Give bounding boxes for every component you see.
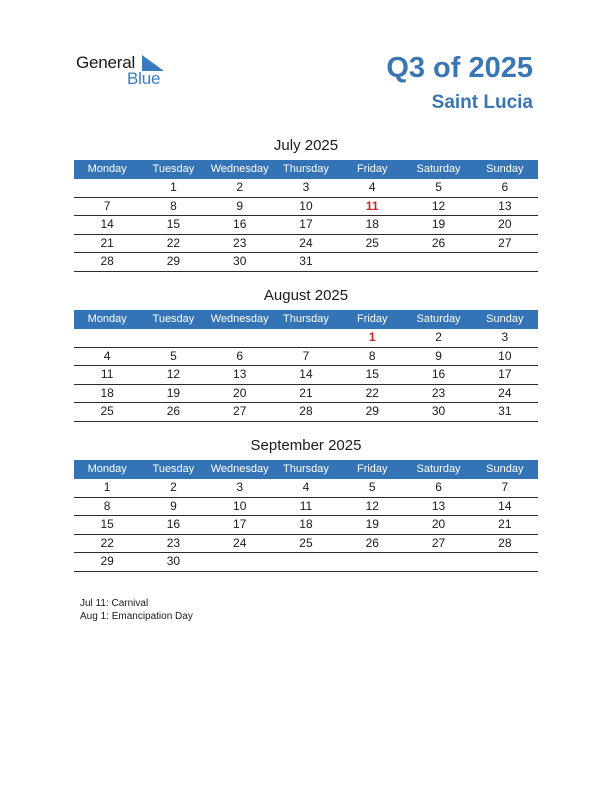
day-cell: 8 bbox=[103, 498, 111, 513]
holiday-notes bbox=[80, 597, 193, 623]
day-cell bbox=[273, 329, 339, 347]
day-cell: 30 bbox=[166, 554, 181, 568]
day-cell: 24 bbox=[233, 535, 247, 550]
day-cell: 17 bbox=[233, 517, 247, 531]
logo-word-general: General bbox=[76, 53, 136, 72]
holiday-note: Aug 1: Emancipation Day bbox=[80, 611, 193, 622]
day-cell: 11 bbox=[299, 498, 313, 513]
day-cell: 29 bbox=[166, 254, 181, 268]
weekday-header-cell: Sunday bbox=[486, 313, 524, 325]
day-cell: 6 bbox=[501, 180, 509, 194]
day-cell: 18 bbox=[365, 217, 379, 231]
generalblue-logo bbox=[76, 52, 176, 88]
day-cell bbox=[472, 253, 538, 271]
weekday-header-row bbox=[74, 160, 538, 179]
day-cell: 15 bbox=[166, 217, 181, 231]
weekday-header-row bbox=[74, 460, 538, 479]
day-cell: 27 bbox=[233, 404, 247, 418]
weekday-header-cell: Friday bbox=[356, 463, 388, 475]
day-cell: 13 bbox=[431, 498, 446, 513]
logo-word-blue: Blue bbox=[127, 69, 161, 88]
day-cell: 9 bbox=[435, 348, 442, 363]
day-cell: 23 bbox=[233, 235, 247, 250]
day-cell: 12 bbox=[166, 367, 181, 381]
day-cell: 7 bbox=[302, 348, 310, 363]
day-cell: 11 bbox=[365, 198, 379, 213]
weekday-header-cell: Friday bbox=[356, 313, 388, 325]
day-cell: 10 bbox=[498, 348, 512, 363]
day-cell: 5 bbox=[368, 480, 376, 494]
day-cell: 14 bbox=[100, 217, 114, 231]
day-cell: 24 bbox=[498, 385, 512, 400]
day-cell: 25 bbox=[100, 404, 114, 418]
day-cell: 28 bbox=[498, 535, 512, 550]
month-title: July 2025 bbox=[273, 137, 339, 154]
day-cell: 19 bbox=[431, 217, 446, 231]
day-cell: 25 bbox=[365, 235, 379, 250]
month-title: September 2025 bbox=[250, 437, 362, 454]
day-cell: 31 bbox=[498, 404, 512, 418]
weekday-header-cell: Sunday bbox=[486, 463, 524, 475]
weekday-header-cell: Thursday bbox=[283, 313, 329, 325]
month-calendar-september bbox=[74, 436, 538, 572]
day-cell: 2 bbox=[170, 480, 177, 494]
day-cell: 26 bbox=[365, 535, 379, 550]
weekday-header-cell: Tuesday bbox=[152, 313, 195, 325]
weekday-header-cell: Monday bbox=[87, 463, 127, 475]
holiday-note: Jul 11: Carnival bbox=[80, 598, 149, 609]
day-cell: 22 bbox=[365, 385, 379, 400]
day-cell: 21 bbox=[498, 517, 512, 531]
day-cell: 22 bbox=[166, 235, 181, 250]
day-cell: 29 bbox=[100, 554, 114, 568]
weekday-header-cell: Friday bbox=[356, 163, 388, 175]
day-cell: 10 bbox=[233, 498, 247, 513]
week-row bbox=[74, 403, 538, 422]
day-cell: 12 bbox=[365, 498, 379, 513]
day-cell bbox=[74, 329, 140, 347]
week-row bbox=[74, 535, 538, 554]
day-cell: 30 bbox=[431, 404, 446, 418]
day-cell: 21 bbox=[299, 385, 313, 400]
day-cell bbox=[140, 329, 206, 347]
weekday-header-cell: Sunday bbox=[486, 163, 524, 175]
day-cell: 1 bbox=[103, 480, 111, 494]
day-cell: 20 bbox=[431, 517, 446, 531]
day-cell: 4 bbox=[302, 480, 310, 494]
month-title: August 2025 bbox=[263, 287, 349, 304]
day-cell bbox=[405, 253, 471, 271]
day-cell: 20 bbox=[498, 217, 512, 231]
week-row bbox=[74, 553, 538, 572]
day-cell bbox=[339, 253, 405, 271]
day-cell: 18 bbox=[100, 385, 114, 400]
day-cell: 7 bbox=[103, 198, 111, 213]
day-cell: 16 bbox=[166, 517, 181, 531]
day-cell bbox=[273, 553, 339, 571]
day-cell: 22 bbox=[100, 535, 114, 550]
day-cell: 12 bbox=[431, 198, 446, 213]
day-cell: 7 bbox=[501, 480, 509, 494]
day-cell: 26 bbox=[431, 235, 446, 250]
day-cell: 28 bbox=[100, 254, 114, 268]
weekday-header-cell: Thursday bbox=[283, 163, 329, 175]
day-cell: 6 bbox=[435, 480, 442, 494]
weekday-header-cell: Monday bbox=[87, 313, 127, 325]
day-cell: 4 bbox=[103, 348, 111, 363]
week-row bbox=[74, 385, 538, 404]
day-cell: 13 bbox=[233, 367, 247, 381]
weekday-header-cell: Tuesday bbox=[152, 463, 195, 475]
day-cell: 19 bbox=[365, 517, 379, 531]
day-cell: 5 bbox=[170, 348, 177, 363]
day-cell: 13 bbox=[498, 198, 512, 213]
day-cell: 15 bbox=[365, 367, 379, 381]
week-row bbox=[74, 235, 538, 254]
weekday-header-cell: Wednesday bbox=[210, 463, 269, 475]
day-cell: 8 bbox=[170, 198, 177, 213]
weekday-header-cell: Saturday bbox=[416, 163, 461, 175]
month-calendar-july bbox=[74, 136, 538, 272]
week-row bbox=[74, 348, 538, 367]
day-cell: 14 bbox=[498, 498, 512, 513]
day-cell bbox=[405, 553, 471, 571]
weekday-header-cell: Wednesday bbox=[210, 313, 269, 325]
weekday-header-cell: Wednesday bbox=[210, 163, 269, 175]
week-row bbox=[74, 216, 538, 235]
day-cell: 11 bbox=[100, 367, 114, 381]
week-row bbox=[74, 253, 538, 272]
day-cell: 9 bbox=[236, 198, 244, 213]
day-cell: 19 bbox=[166, 385, 181, 400]
weekday-header-cell: Saturday bbox=[416, 313, 461, 325]
day-cell: 2 bbox=[435, 330, 442, 344]
day-cell: 16 bbox=[233, 217, 247, 231]
day-cell: 31 bbox=[299, 254, 313, 268]
day-cell: 8 bbox=[368, 348, 376, 363]
day-cell: 10 bbox=[299, 198, 313, 213]
day-cell bbox=[207, 329, 273, 347]
day-cell: 20 bbox=[233, 385, 247, 400]
day-cell bbox=[339, 553, 405, 571]
weekday-header-cell: Thursday bbox=[283, 463, 329, 475]
week-row bbox=[74, 498, 538, 517]
day-cell: 26 bbox=[166, 404, 181, 418]
day-cell: 17 bbox=[299, 217, 313, 231]
week-row bbox=[74, 198, 538, 217]
day-cell: 14 bbox=[299, 367, 313, 381]
day-cell: 23 bbox=[431, 385, 446, 400]
day-cell: 1 bbox=[368, 330, 376, 344]
week-row bbox=[74, 479, 538, 498]
day-cell: 27 bbox=[498, 235, 512, 250]
day-cell: 21 bbox=[100, 235, 114, 250]
day-cell: 4 bbox=[368, 180, 376, 194]
day-cell: 28 bbox=[299, 404, 313, 418]
day-cell: 15 bbox=[100, 517, 114, 531]
day-cell: 3 bbox=[236, 480, 244, 494]
country-name: Saint Lucia bbox=[431, 92, 533, 113]
day-cell bbox=[472, 553, 538, 571]
day-cell: 29 bbox=[365, 404, 379, 418]
day-cell: 1 bbox=[170, 180, 177, 194]
day-cell: 2 bbox=[236, 180, 244, 194]
day-cell: 27 bbox=[431, 535, 446, 550]
day-cell: 25 bbox=[299, 535, 313, 550]
day-cell bbox=[74, 179, 140, 197]
weekday-header-row bbox=[74, 310, 538, 329]
week-row bbox=[74, 179, 538, 198]
day-cell: 24 bbox=[299, 235, 313, 250]
page-title: Q3 of 2025 bbox=[386, 52, 533, 84]
month-calendar-august bbox=[74, 286, 538, 422]
week-row bbox=[74, 329, 538, 348]
day-cell: 23 bbox=[166, 535, 181, 550]
day-cell: 6 bbox=[236, 348, 244, 363]
day-cell: 9 bbox=[170, 498, 177, 513]
day-cell bbox=[207, 553, 273, 571]
week-row bbox=[74, 366, 538, 385]
day-cell: 17 bbox=[498, 367, 512, 381]
day-cell: 3 bbox=[501, 330, 509, 344]
day-cell: 3 bbox=[302, 180, 310, 194]
weekday-header-cell: Saturday bbox=[416, 463, 461, 475]
weekday-header-cell: Tuesday bbox=[152, 163, 195, 175]
day-cell: 30 bbox=[233, 254, 247, 268]
week-row bbox=[74, 516, 538, 535]
day-cell: 5 bbox=[435, 180, 442, 194]
day-cell: 16 bbox=[431, 367, 446, 381]
weekday-header-cell: Monday bbox=[87, 163, 127, 175]
day-cell: 18 bbox=[299, 517, 313, 531]
